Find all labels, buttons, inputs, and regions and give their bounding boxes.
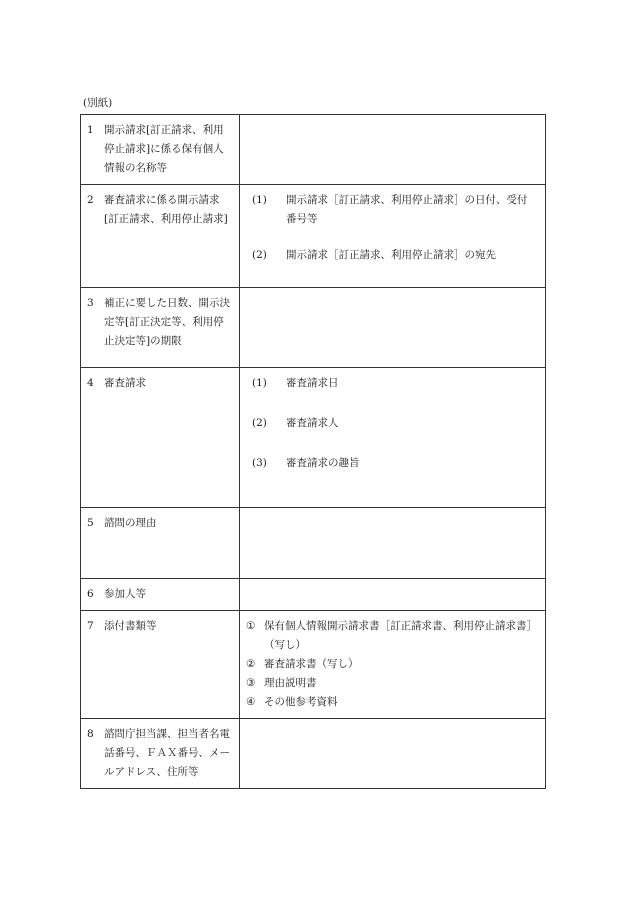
list-item: (1) 審査請求日 bbox=[252, 377, 339, 389]
row-7-label-cell bbox=[81, 611, 240, 719]
row-number: 3 bbox=[87, 297, 94, 309]
row-number: 2 bbox=[87, 194, 94, 206]
list-item: ② 審査請求書（写し） bbox=[246, 658, 359, 670]
row-3-label-cell bbox=[81, 288, 240, 368]
row-number: 8 bbox=[87, 728, 94, 740]
list-item: (2) 開示請求［訂正請求、利用停止請求］の宛先 bbox=[252, 249, 496, 261]
row-label: 審査請求 bbox=[104, 377, 146, 389]
list-item: ④ その他参考資料 bbox=[246, 696, 338, 708]
list-item: (2) 審査請求人 bbox=[252, 417, 339, 429]
row-label: 諮問庁担当課、担当者名電話番号、ＦＡＸ番号、メールアドレス、住所等 bbox=[104, 728, 230, 778]
table-row bbox=[81, 579, 546, 611]
table-row bbox=[81, 185, 546, 288]
row-number: 1 bbox=[87, 124, 94, 136]
row-number: 5 bbox=[87, 517, 94, 529]
row-2-content-cell bbox=[240, 185, 546, 288]
table-row bbox=[81, 719, 546, 789]
row-label: 開示請求[訂正請求、利用停止請求]に係る保有個人情報の名称等 bbox=[104, 124, 224, 174]
table-row bbox=[81, 115, 546, 185]
table-row bbox=[81, 611, 546, 719]
row-4-label-cell bbox=[81, 368, 240, 508]
row-8-content-cell bbox=[240, 719, 546, 789]
row-label: 補正に要した日数、開示決定等[訂正決定等、利用停止決定等]の期限 bbox=[104, 297, 230, 347]
row-5-content-cell bbox=[240, 508, 546, 579]
row-7-content-cell bbox=[240, 611, 546, 719]
row-2-label-cell bbox=[81, 185, 240, 288]
list-item: (1) 開示請求［訂正請求、利用停止請求］の日付、受付番号等 bbox=[252, 194, 528, 225]
row-8-label-cell bbox=[81, 719, 240, 789]
row-number: 4 bbox=[87, 377, 94, 389]
row-label: 参加人等 bbox=[104, 588, 146, 600]
row-6-label-cell bbox=[81, 579, 240, 611]
table-row bbox=[81, 508, 546, 579]
table-row bbox=[81, 368, 546, 508]
row-1-content-cell bbox=[240, 115, 546, 185]
row-number: 7 bbox=[87, 620, 94, 632]
row-4-content-cell bbox=[240, 368, 546, 508]
row-1-label-cell bbox=[81, 115, 240, 185]
table-row bbox=[81, 288, 546, 368]
row-label: 審査請求に係る開示請求[訂正請求、利用停止請求] bbox=[104, 194, 228, 225]
row-number: 6 bbox=[87, 588, 94, 600]
list-item: ① 保有個人情報開示請求書［訂正請求書、利用停止請求書］（写し） bbox=[246, 620, 537, 651]
row-5-label-cell bbox=[81, 508, 240, 579]
row-label: 諮問の理由 bbox=[104, 517, 157, 529]
list-item: ③ 理由説明書 bbox=[246, 677, 317, 689]
inquiry-form-table bbox=[80, 114, 546, 789]
row-label: 添付書類等 bbox=[104, 620, 157, 632]
row-3-content-cell bbox=[240, 288, 546, 368]
attachment-label: (別紙) bbox=[83, 97, 113, 109]
row-6-content-cell bbox=[240, 579, 546, 611]
list-item: (3) 審査請求の趣旨 bbox=[252, 457, 360, 469]
